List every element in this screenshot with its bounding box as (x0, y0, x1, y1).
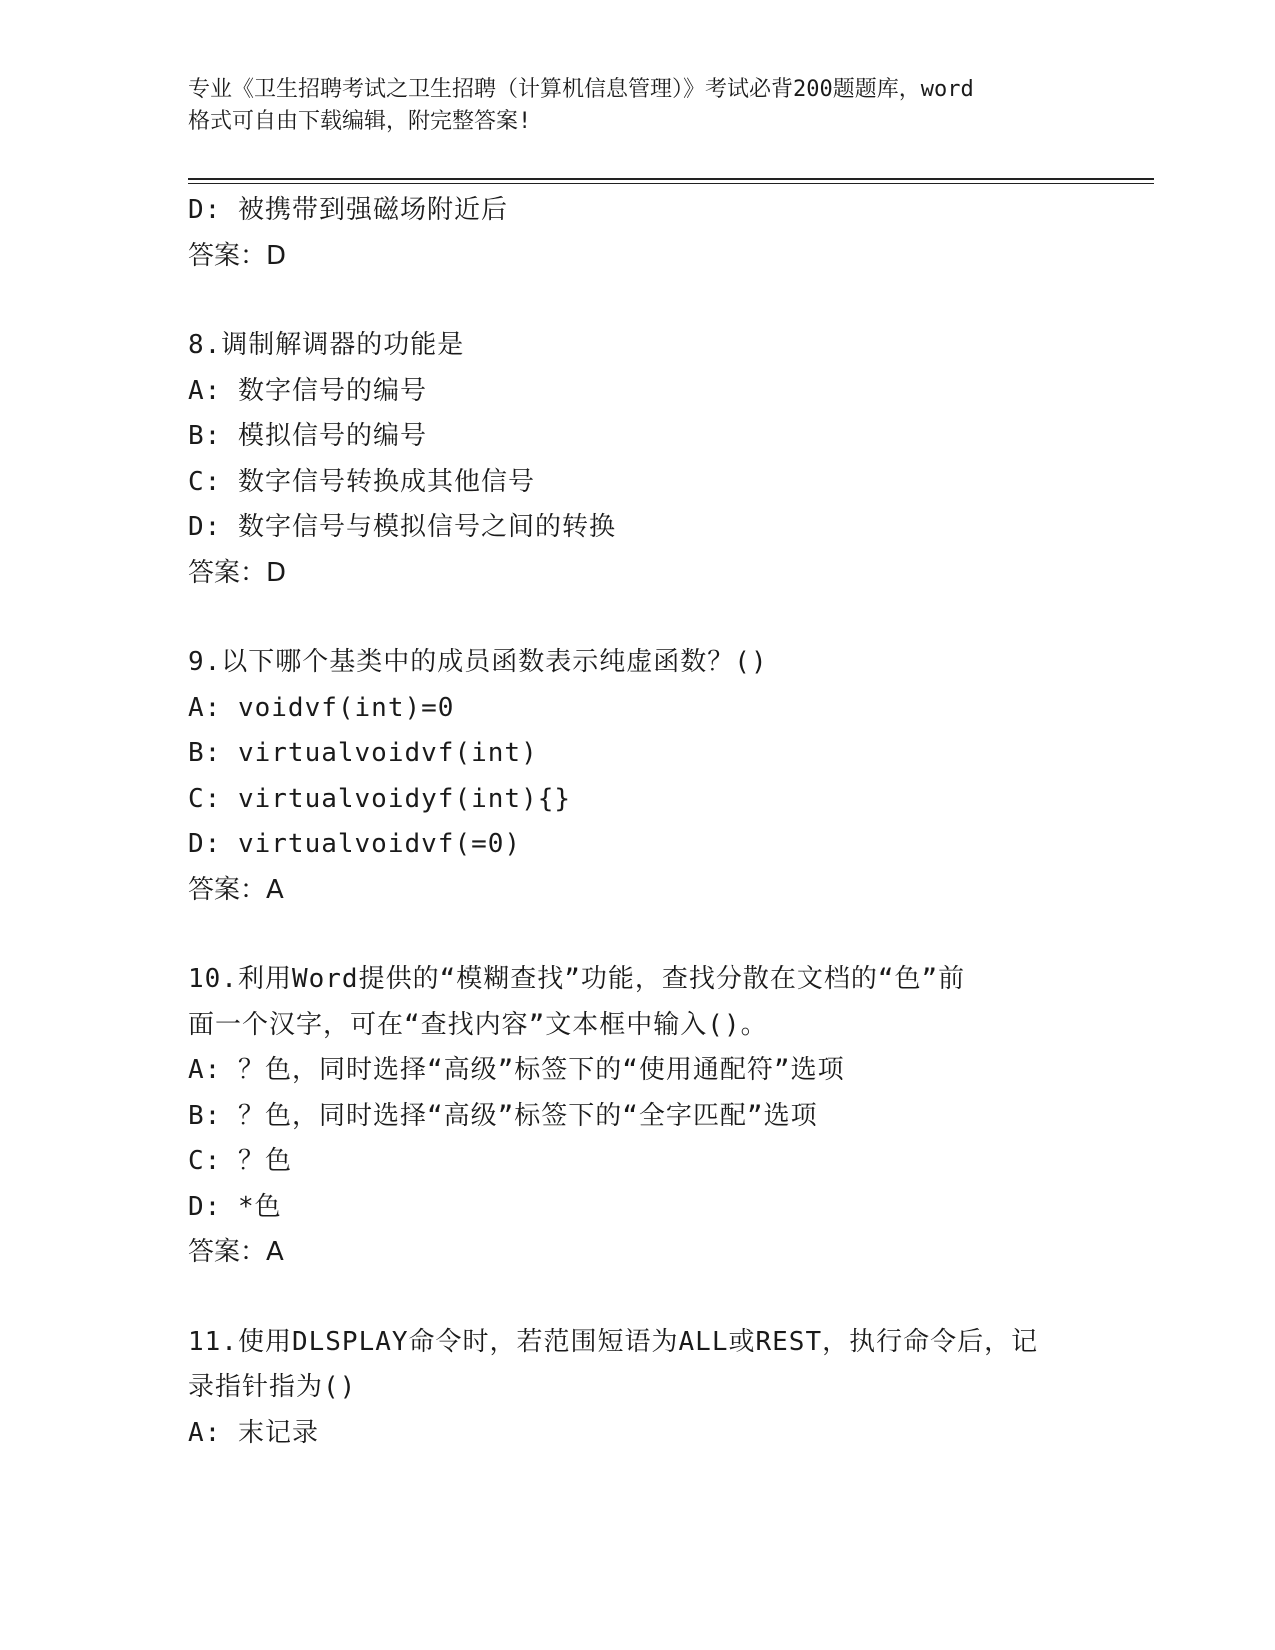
option-c: C: ？色 (188, 1146, 292, 1176)
question-stem-line-2: 录指针指为() (188, 1372, 357, 1402)
question-fragment (188, 188, 1088, 279)
header-divider-thin (188, 183, 1154, 184)
option-a: A: voidvf(int)=0 (188, 692, 455, 723)
document-header (188, 74, 1088, 138)
header-title-line-2: 格式可自由下载编辑，附完整答案! (188, 109, 532, 134)
question-stem: 8.调制解调器的功能是 (188, 330, 465, 360)
header-title-line-1: 专业《卫生招聘考试之卫生招聘（计算机信息管理）》考试必背200题题库，word (188, 77, 974, 102)
option-b: B: 模拟信号的编号 (188, 421, 427, 451)
spacer (188, 1276, 1088, 1320)
option-a: A: 数字信号的编号 (188, 375, 427, 406)
option-d: D: 被携带到强磁场附近后 (188, 195, 508, 225)
option-d: D: *色 (188, 1191, 282, 1222)
question-stem-line-2: 面一个汉字，可在“查找内容”文本框中输入()。 (188, 1009, 768, 1040)
answer-line: 答案：D (188, 240, 287, 271)
question-list (188, 188, 1088, 1456)
option-c: C: 数字信号转换成其他信号 (188, 466, 535, 497)
question-10 (188, 957, 1088, 1276)
option-b: B: ？色，同时选择“高级”标签下的“全字匹配”选项 (188, 1100, 818, 1131)
option-a: A: ？色，同时选择“高级”标签下的“使用通配符”选项 (188, 1055, 845, 1085)
question-stem-line-1: 10.利用Word提供的“模糊查找”功能，查找分散在文档的“色”前 (188, 964, 966, 994)
answer-line: 答案：A (188, 1237, 284, 1267)
question-11 (188, 1320, 1088, 1457)
answer-line: 答案：A (188, 874, 284, 905)
option-b: B: virtualvoidvf(int) (188, 738, 538, 768)
spacer (188, 913, 1088, 957)
option-c: C: virtualvoidyf(int){} (188, 783, 572, 814)
option-d: D: virtualvoidvf(=0) (188, 829, 522, 859)
question-stem-line-1: 11.使用DLSPLAY命令时，若范围短语为ALL或REST，执行命令后，记 (188, 1326, 1039, 1357)
question-9 (188, 640, 1088, 913)
question-stem: 9.以下哪个基类中的成员函数表示纯虚函数？() (188, 647, 768, 677)
option-a: A: 末记录 (188, 1417, 319, 1448)
header-divider-thick (188, 178, 1154, 180)
question-8 (188, 323, 1088, 596)
answer-line: 答案：D (188, 557, 287, 588)
option-d: D: 数字信号与模拟信号之间的转换 (188, 512, 616, 542)
spacer (188, 279, 1088, 323)
spacer (188, 596, 1088, 640)
